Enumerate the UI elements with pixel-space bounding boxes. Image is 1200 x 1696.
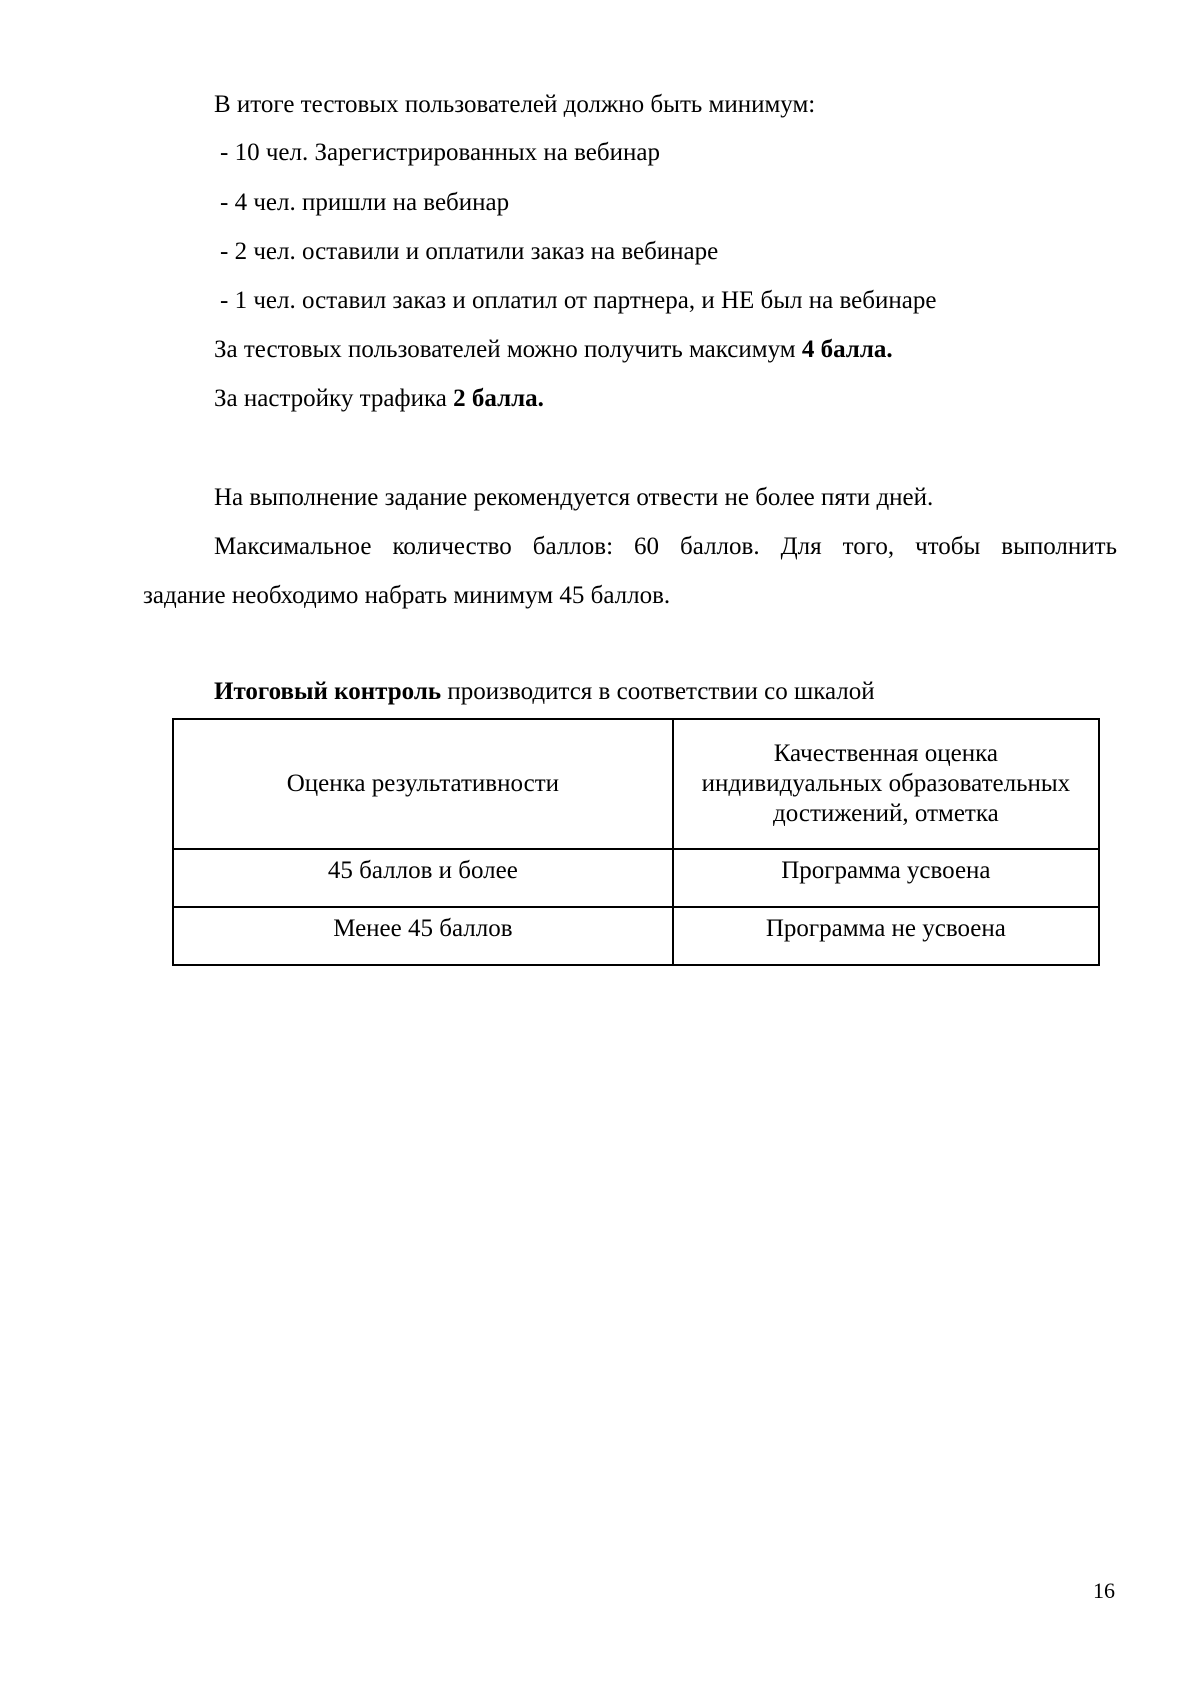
- paragraph-text: производится в соответствии со шкалой: [441, 678, 875, 705]
- table-cell: 45 баллов и более: [173, 849, 673, 907]
- page-number: 16: [1093, 1578, 1115, 1603]
- table-cell: Менее 45 баллов: [173, 907, 673, 965]
- paragraph-bold-text: Итоговый контроль: [214, 678, 442, 705]
- paragraph-minimum-users: В итоге тестовых пользователей должно быть минимум:: [214, 91, 816, 118]
- paragraph-traffic-points: [214, 384, 544, 414]
- paragraph-max-points-line2: задание необходимо набрать минимум 45 баллов.: [143, 582, 671, 609]
- table-cell: Программа усвоена: [673, 849, 1099, 907]
- list-item: - 1 чел. оставил заказ и оплатил от партнера, и НЕ был на вебинаре: [220, 287, 937, 314]
- list-item: - 10 чел. Зарегистрированных на вебинар: [220, 139, 660, 166]
- table-header-row: [173, 719, 1099, 849]
- table-row: [173, 907, 1099, 965]
- paragraph-final-control: [214, 677, 875, 707]
- paragraph-bold-text: 4 балла.: [801, 336, 893, 363]
- paragraph-deadline: На выполнение задание рекомендуется отвести не более пяти дней.: [214, 484, 934, 511]
- paragraph-text: За настройку трафика: [214, 385, 454, 412]
- table-header-cell: Качественная оценка индивидуальных образовательных достижений, отметка: [673, 719, 1099, 849]
- table-row: [173, 849, 1099, 907]
- paragraph-text: За тестовых пользователей можно получить максимум: [214, 336, 802, 363]
- table-header-cell: Оценка результативности: [173, 719, 673, 849]
- list-item: - 2 чел. оставили и оплатили заказ на вебинаре: [220, 238, 719, 265]
- paragraph-test-users-points: [214, 335, 893, 365]
- grading-scale-table: [172, 718, 1100, 966]
- table-cell: Программа не усвоена: [673, 907, 1099, 965]
- list-item: - 4 чел. пришли на вебинар: [220, 189, 510, 216]
- paragraph-bold-text: 2 балла.: [453, 385, 544, 412]
- paragraph-max-points-line1: Максимальное количество баллов: 60 баллов. Для того, чтобы выполнить: [214, 533, 1117, 560]
